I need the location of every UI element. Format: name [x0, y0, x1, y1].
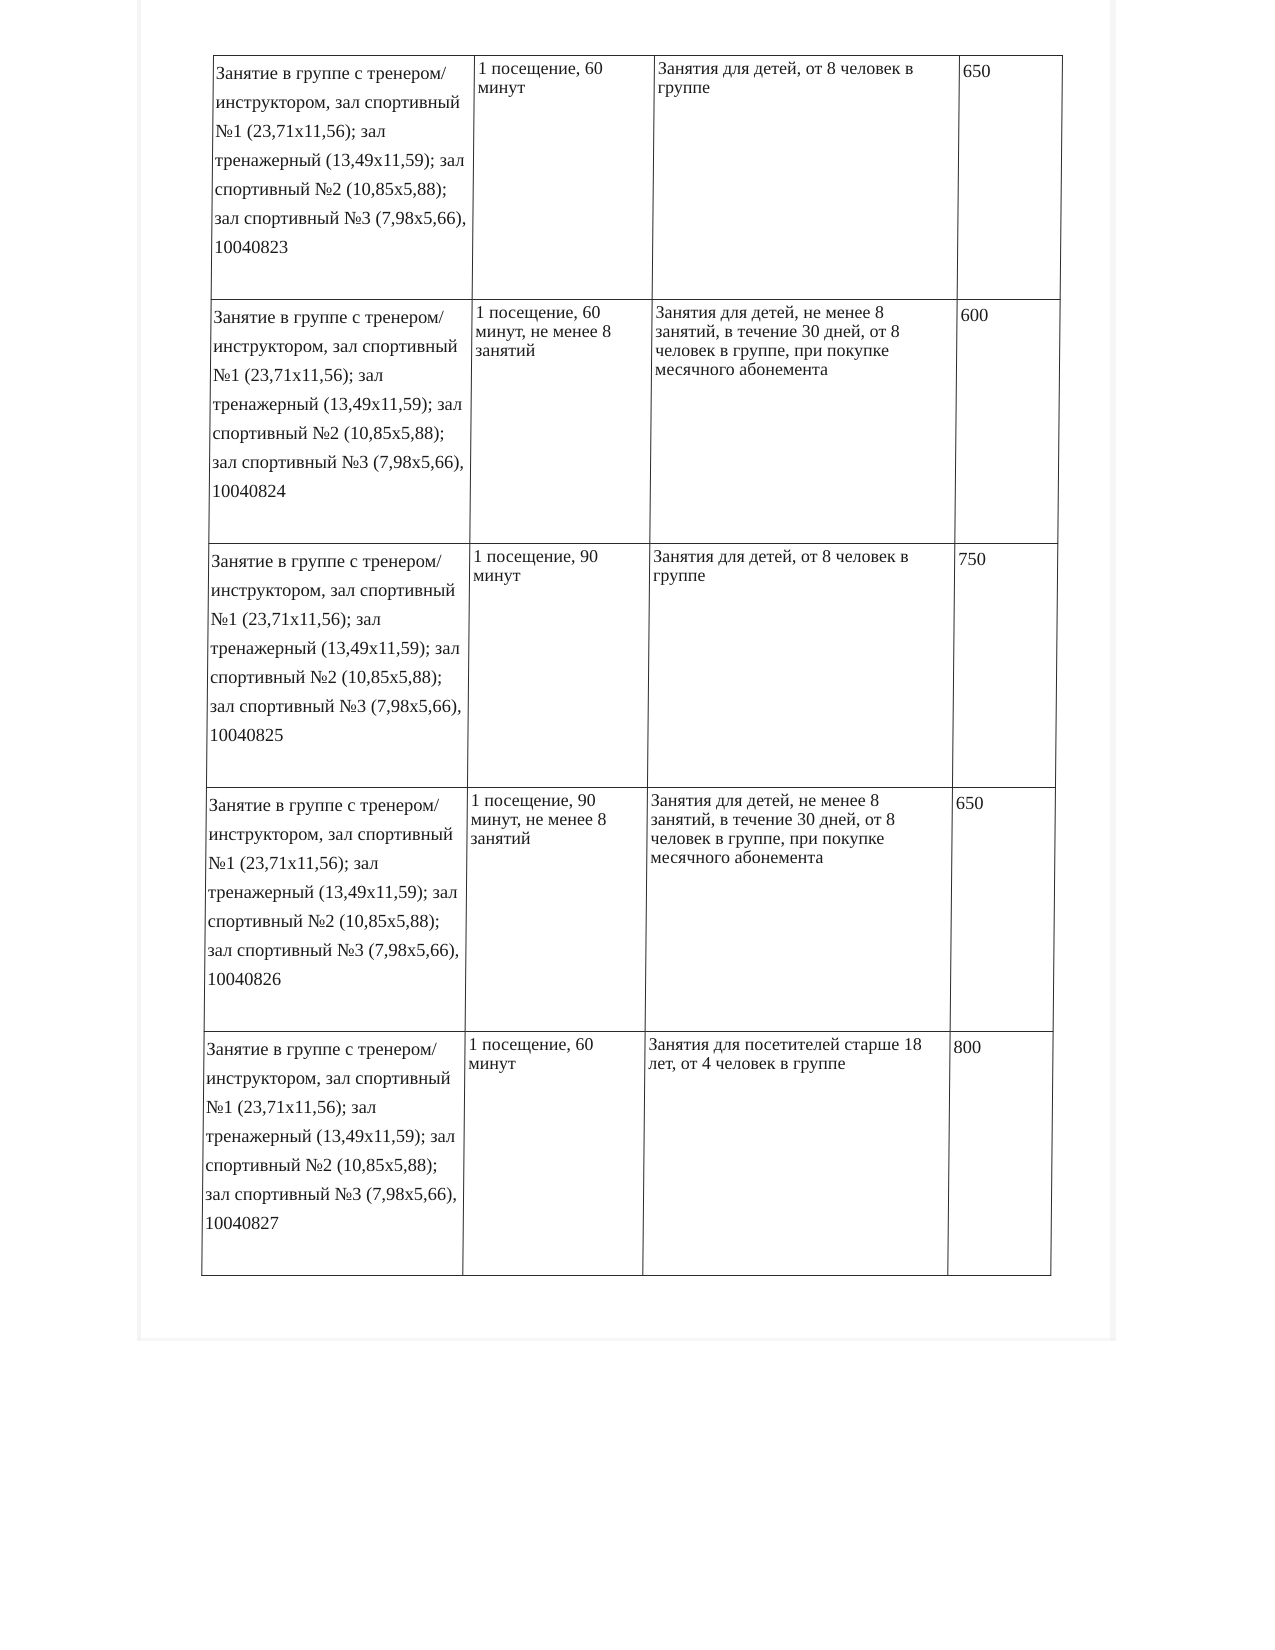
price-table	[201, 55, 1063, 1276]
table-row	[202, 1032, 1053, 1276]
price-cell: 750	[952, 544, 1057, 788]
table-row	[204, 788, 1055, 1032]
duration-cell: 1 посещение, 90 минут, не менее 8 занятий	[465, 788, 647, 1032]
duration-cell: 1 посещение, 60 минут	[472, 56, 654, 300]
price-cell: 650	[957, 56, 1062, 300]
service-cell: Занятие в группе с тренером/инструктором, зал спортивный №1 (23,71х11,56); зал тренажерный (13,49х11,59); зал спортивный №2 (10,85х5,88); зал спортивный №3 (7,98х5,66), 10040827	[202, 1032, 465, 1276]
scan-edge-bottom	[137, 1338, 1116, 1341]
duration-cell: 1 посещение, 90 минут	[467, 544, 649, 788]
table-row	[211, 56, 1062, 300]
conditions-cell: Занятия для посетителей старше 18 лет, от 4 человек в группе	[643, 1032, 950, 1276]
price-cell: 600	[955, 300, 1060, 544]
price-table-container	[201, 55, 1062, 1276]
scan-edge-left	[137, 0, 141, 1340]
price-cell: 800	[948, 1032, 1053, 1276]
service-cell: Занятие в группе с тренером/инструктором, зал спортивный №1 (23,71х11,56); зал тренажерный (13,49х11,59); зал спортивный №2 (10,85х5,88); зал спортивный №3 (7,98х5,66), 10040825	[206, 544, 469, 788]
service-cell: Занятие в группе с тренером/инструктором, зал спортивный №1 (23,71х11,56); зал тренажерный (13,49х11,59); зал спортивный №2 (10,85х5,88); зал спортивный №3 (7,98х5,66), 10040826	[204, 788, 467, 1032]
scan-edge-right	[1110, 0, 1116, 1340]
conditions-cell: Занятия для детей, от 8 человек в группе	[647, 544, 954, 788]
duration-cell: 1 посещение, 60 минут	[463, 1032, 645, 1276]
conditions-cell: Занятия для детей, от 8 человек в группе	[652, 56, 959, 300]
table-row	[209, 300, 1060, 544]
service-cell: Занятие в группе с тренером/инструктором, зал спортивный №1 (23,71х11,56); зал тренажерный (13,49х11,59); зал спортивный №2 (10,85х5,88); зал спортивный №3 (7,98х5,66), 10040823	[211, 56, 474, 300]
duration-cell: 1 посещение, 60 минут, не менее 8 занятий	[470, 300, 652, 544]
price-cell: 650	[950, 788, 1055, 1032]
conditions-cell: Занятия для детей, не менее 8 занятий, в течение 30 дней, от 8 человек в группе, при покупке месячного абонемента	[650, 300, 957, 544]
conditions-cell: Занятия для детей, не менее 8 занятий, в течение 30 дней, от 8 человек в группе, при покупке месячного абонемента	[645, 788, 952, 1032]
service-cell: Занятие в группе с тренером/инструктором, зал спортивный №1 (23,71х11,56); зал тренажерный (13,49х11,59); зал спортивный №2 (10,85х5,88); зал спортивный №3 (7,98х5,66), 10040824	[209, 300, 472, 544]
table-row	[206, 544, 1057, 788]
